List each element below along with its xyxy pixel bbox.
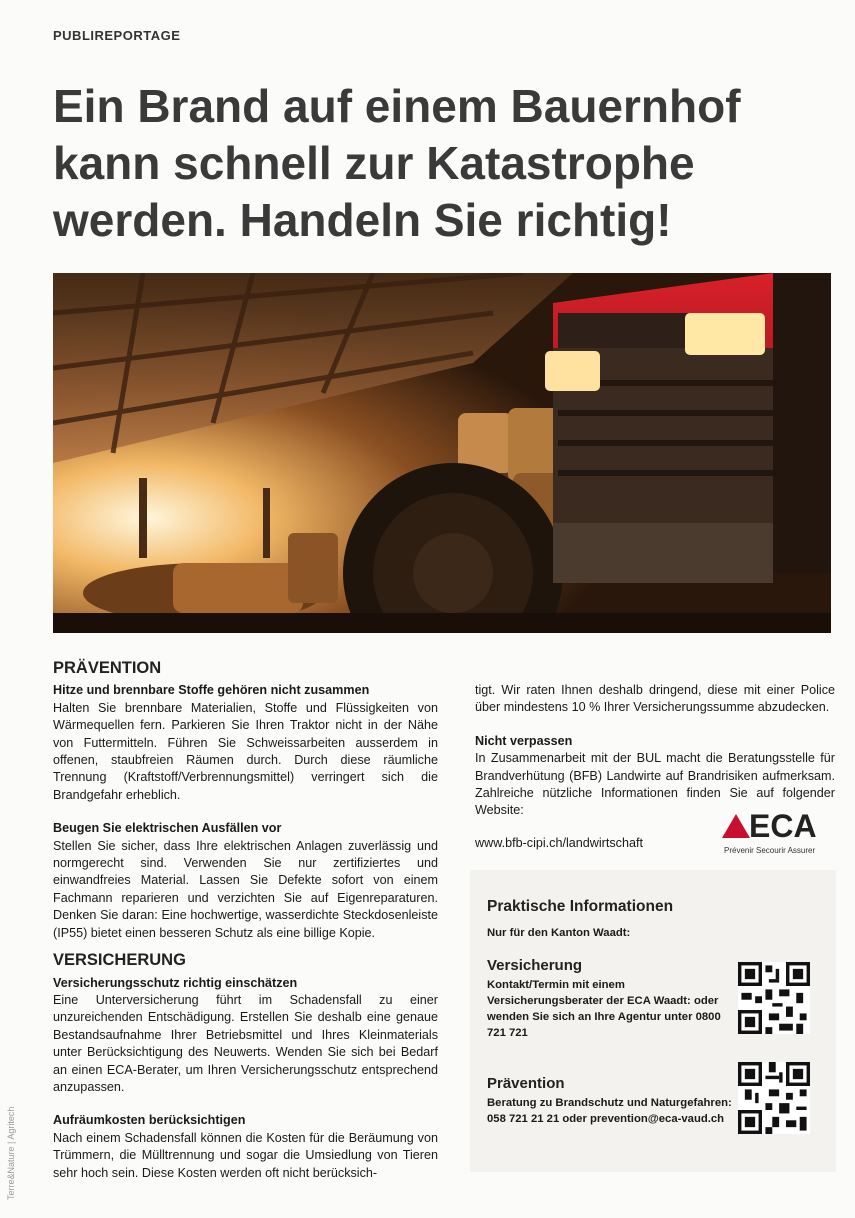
- section-title-versicherung: VERSICHERUNG: [53, 951, 186, 970]
- info-text-praevention: Beratung zu Brandschutz und Naturgefahren: 058 721 21 21 oder prevention@eca-vaud.ch: [487, 1097, 732, 1125]
- info-title: Praktische Informationen: [487, 898, 674, 915]
- paragraph-elektrisch: Stellen Sie sicher, dass Ihre elektrischen Anlagen zuverlässig und normgerecht sind. Verwenden Sie nur zertifiziertes und einwandfreies Material. Lassen Sie Defekte sofort von einem Fachmann reparieren und verzichten Sie auf Eigenreparaturen. Denken Sie daran: Eine hochwertige, wasserdichte Steckdosenleiste (IP55) bietet einen besseren Schutz als eine billige Kopie.: [53, 838, 438, 940]
- subheading-nicht-verpassen: Nicht verpassen: [475, 733, 573, 748]
- eca-logo: [718, 808, 828, 858]
- subheading-aufraeumkosten: Aufräumkosten berücksichtigen: [53, 1113, 246, 1128]
- eca-logo-word: ECA: [749, 808, 817, 844]
- info-note: Nur für den Kanton Waadt:: [487, 927, 631, 939]
- tractor-barn-illustration: [53, 273, 831, 633]
- info-text-versicherung: Kontakt/Termin mit einem Versicherungsberater der ECA Waadt: oder wenden Sie sich an Ihre Agentur unter 0800 721 721: [487, 979, 721, 1039]
- hero-photo-tractor: [53, 273, 831, 633]
- info-box: [470, 870, 836, 1172]
- subheading-versicherungsschutz: Versicherungsschutz richtig einschätzen: [53, 975, 298, 990]
- info-heading-praevention: Prävention: [487, 1075, 565, 1092]
- paragraph-nicht-verpassen: In Zusammenarbeit mit der BUL macht die Beratungsstelle für Brandverhütung (BFB) Landwirte auf Brandrisiken aufmerksam. Zahlreiche nützliche Informationen finden Sie auf folgender Website:: [475, 751, 835, 818]
- right-column: [475, 682, 835, 820]
- qr-code-versicherung[interactable]: [738, 962, 810, 1034]
- paragraph-continued: tigt. Wir raten Ihnen deshalb dringend, diese mit einer Police über mindestens 10 % Ihrer Versicherungssumme abzudecken.: [475, 683, 835, 715]
- section-title-praevention: PRÄVENTION: [53, 659, 162, 677]
- kicker: PUBLIREPORTAGE: [53, 28, 181, 43]
- info-heading-versicherung: Versicherung: [487, 957, 583, 974]
- eca-tagline: Prévenir Secourir Assurer: [724, 846, 816, 855]
- subheading-elektrisch: Beugen Sie elektrischen Ausfällen vor: [53, 821, 282, 836]
- website-link[interactable]: www.bfb-cipi.ch/landwirtschaft: [475, 836, 643, 850]
- subheading-hitze: Hitze und brennbare Stoffe gehören nicht zusammen: [53, 683, 370, 698]
- headline: Ein Brand auf einem Bauernhof kann schnell zur Katastrophe werden. Handeln Sie richtig!: [53, 80, 741, 246]
- eca-triangle-icon: [722, 814, 750, 838]
- paragraph-aufraeumkosten: Nach einem Schadensfall können die Kosten für die Beräumung von Trümmern, die Mülltrennung und sogar die Umsiedlung von Tieren sehr hoch sein. Diese Kosten werden oft nicht berücksich-: [53, 1130, 438, 1180]
- qr-code-praevention[interactable]: [738, 1062, 810, 1134]
- paragraph-hitze: Halten Sie brennbare Materialien, Stoffe und Flüssigkeiten von Wärmequellen fern. Parkieren Sie Ihren Traktor nicht in der Nähe von Futtermitteln. Führen Sie Schweissarbeiten ausserdem in offenen, staubfreien Räumen durch. Durch diese räumliche Trennung (Kraftstoff/Verbrennungsmittel) verringert sich die Brandgefahr erheblich.: [53, 700, 438, 802]
- paragraph-versicherungsschutz: Eine Unterversicherung führt im Schadensfall zu einer unzureichenden Entschädigung. Erstellen Sie deshalb eine genaue Bestandsaufnahme Ihrer Betriebsmittel und Ihres Kleinmaterials unter Berücksichtigung des Neuwerts. Wenden Sie sich bei Bedarf an einen ECA-Berater, um Ihren Versicherungsschutz entsprechend anzupassen.: [53, 992, 438, 1094]
- side-label: Terre&Nature | Agritech: [6, 1106, 16, 1200]
- left-column: [53, 660, 438, 1182]
